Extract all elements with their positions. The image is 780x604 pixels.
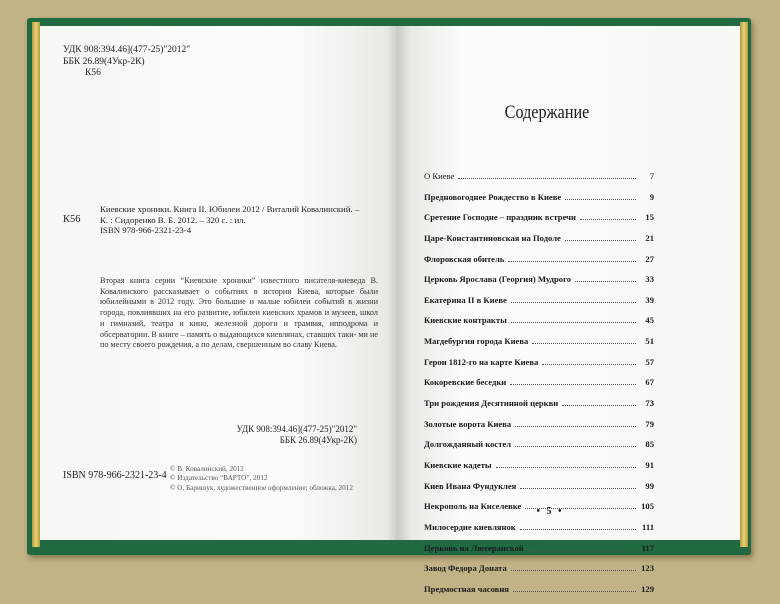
toc-entry [424,171,654,192]
dot-leader [575,281,636,282]
toc-entry [424,584,654,604]
table-of-contents [424,171,654,604]
bbk-line: ББК 26.89(4Укр-2К) [63,56,145,67]
toc-entry-title: Милосердие киевлянок [424,521,516,532]
toc-entry [424,192,654,213]
toc-entry-title: Церковь Ярослава (Георгия) Мудрого [424,274,572,285]
toc-entry-page: 27 [645,253,654,264]
toc-entry-page: 67 [645,377,654,388]
dot-leader [528,550,636,551]
toc-entry-page: 45 [645,315,654,326]
dot-leader [562,405,636,406]
dot-leader [508,261,636,262]
copyright-line: © Издательство “ВАРТО”, 2012 [170,474,268,483]
toc-entry-page: 85 [645,439,654,450]
catalog-line: ISBN 978-966-2321-23-4 [100,225,192,235]
dot-leader [515,446,636,447]
dot-leader [565,240,636,241]
udk-line: УДК 908:394.46](477-25)"2012" [236,424,357,434]
toc-entry [424,522,654,543]
catalog-line: К. : Сидоренко В. Б. 2012. – 320 с. : ил. [100,214,246,225]
toc-entry-page: 79 [645,418,654,429]
toc-entry-title: Три рождения Десятинной церкви [424,398,559,409]
toc-entry [424,295,654,316]
gilt-edge-right [740,22,748,547]
author-mark: К56 [85,68,101,78]
dot-leader [458,178,636,179]
toc-entry-title: Царе-Константиновская на Подоле [424,232,561,243]
toc-entry [424,254,654,275]
copyright-block [170,465,353,493]
toc-entry [424,336,654,357]
dot-leader [580,219,636,220]
udk-block-top [63,45,190,80]
toc-entry [424,274,654,295]
toc-entry-title: Золотые ворота Киева [424,418,512,429]
toc-entry-title: Флоровская обитель [424,253,505,264]
toc-entry-page: 51 [645,336,654,347]
toc-entry-title: Долгожданный костел [424,439,512,450]
copyright-line: © В. Ковалинский, 2012 [170,465,244,473]
dot-leader [510,384,636,385]
toc-entry [424,543,654,564]
toc-entry-page: 73 [645,398,654,409]
toc-entry-title: Кокоревские беседки [424,377,507,388]
dot-leader [496,467,636,468]
toc-entry-title: Завод Федора Доната [424,563,507,574]
toc-entry-page: 91 [645,459,654,470]
toc-entry-page: 7 [649,171,654,181]
toc-entry-title: Магдебургия города Киева [424,336,529,347]
toc-entry [424,398,654,419]
gilt-edge-left [32,22,40,547]
toc-entry-title: Киев Ивана Фундуклея [424,480,517,491]
toc-entry-title: Некрополь на Киселевке [424,501,522,512]
toc-entry [424,439,654,460]
dot-leader [520,488,636,489]
catalog-line: Киевские хроники. Книга II. Юбилеи 2012 / Виталий Ковалинский. – [100,204,360,214]
udk-block-bottom [220,424,357,446]
toc-entry-page: 111 [642,521,654,532]
bbk-line: ББК 26.89(4Укр-2К) [279,435,357,445]
toc-entry-page: 15 [645,212,654,223]
toc-entry [424,233,654,254]
dot-leader [511,302,636,303]
catalog-code: К56 [63,214,81,225]
toc-entry-page: 33 [645,274,654,285]
toc-entry-page: 117 [641,542,654,553]
toc-entry [424,481,654,502]
toc-entry [424,460,654,481]
toc-entry-page: 105 [641,501,654,512]
toc-entry-page: 99 [645,480,654,491]
toc-entry-page: 39 [645,294,654,305]
toc-entry-title: Киевские кадеты [424,459,492,470]
isbn: ISBN 978-966-2321-23-4 [63,470,167,481]
toc-entry-page: 9 [649,191,654,202]
toc-entry-page: 129 [641,583,654,594]
dot-leader [515,426,636,427]
toc-entry [424,315,654,336]
toc-entry-title: Предновогоднее Рождество в Киеве [424,191,562,202]
toc-entry [424,419,654,440]
toc-entry-title: Предмостная часовня [424,583,509,594]
dot-leader [520,529,636,530]
dot-leader [513,591,636,592]
catalog-entry [100,204,378,236]
toc-entry [424,377,654,398]
dot-leader [565,199,636,200]
toc-entry [424,357,654,378]
toc-entry-title: Герои 1812-го на карте Киева [424,356,539,367]
toc-entry-title: Церковь на Лютеранской [424,542,524,553]
toc-entry [424,212,654,233]
toc-entry-page: 21 [645,232,654,243]
toc-entry-title: О Киеве [424,171,455,181]
dot-leader [511,570,636,571]
udk-line: УДК 908:394.46](477-25)"2012" [63,45,191,55]
page-number: • 5 • [536,506,564,517]
copyright-line: © О. Баришук, художественное оформление; обложка, 2012 [170,483,353,492]
toc-entry-title: Сретение Господне – праздник встречи [424,212,576,223]
toc-entry-title: Екатерина II в Киеве [424,294,507,305]
dot-leader [511,322,636,323]
dot-leader [542,364,636,365]
toc-title: Содержание [504,102,590,123]
toc-entry-page: 57 [645,356,654,367]
toc-entry-title: Киевские контракты [424,315,507,326]
dot-leader [532,343,636,344]
toc-entry-page: 123 [641,563,654,574]
toc-entry [424,563,654,584]
annotation-paragraph: Вторая книга серии “Киевские хроники” известного писателя-киеведа В. Ковалинского рассказывает о событиях в истории Киева, которые были юбилейными в 2012 году. Это большие и малые юбилеи событий в жизни города, повлиявших на его развитие, юбилеи киевских храмов и музеев, школ и гимназий, театра и кино, железной дороги и трамвая, ипподрома и обсерватории. В книге – память о выдающихся киевлянах, ставших таки- ми не по месту своего рождения, а по делам, свершенным во славу Киева. [100,276,378,350]
